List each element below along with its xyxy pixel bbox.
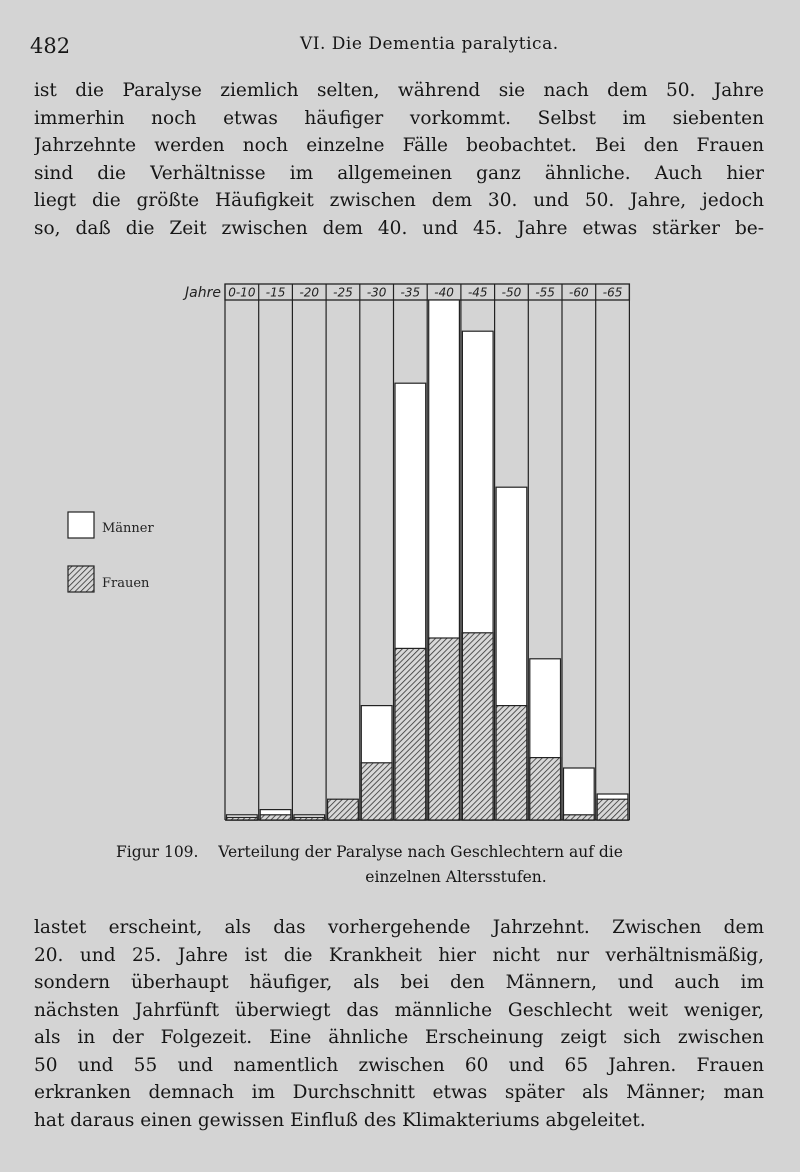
paragraph-bottom: [34, 914, 764, 1134]
text-line: ist die Paralyse ziemlich selten, während sie nach dem 50. Jahre: [34, 80, 764, 101]
bar-frauen: [564, 815, 595, 820]
bar-frauen: [496, 706, 527, 820]
legend-label-maenner: Männer: [102, 521, 154, 536]
caption-line-1: Verteilung der Paralyse nach Geschlechtern auf die: [218, 843, 623, 861]
tick-label: 0-10: [228, 285, 256, 300]
tick-label: -50: [501, 285, 522, 300]
text-line: Jahrzehnte werden noch einzelne Fälle beobachtet. Bei den Frauen: [34, 135, 764, 156]
text-line: so, daß die Zeit zwischen dem 40. und 45. Jahre etwas stärker be-: [34, 217, 764, 239]
bar-frauen: [227, 817, 258, 820]
text-line: immerhin noch etwas häufiger vorkommt. Selbst im siebenten: [34, 107, 764, 129]
legend-label-frauen: Frauen: [102, 576, 150, 591]
bar-frauen: [328, 799, 359, 820]
bar-frauen: [361, 763, 392, 820]
bar-frauen: [260, 815, 291, 820]
text-line: liegt die größte Häufigkeit zwischen dem 30. und 50. Jahre, jedoch: [34, 190, 764, 211]
legend-swatch-frauen: [68, 566, 94, 592]
text-line: sind die Verhältnisse im allgemeinen ganz ähnliche. Auch hier: [34, 162, 764, 184]
tick-label: -60: [569, 285, 589, 300]
bar-frauen: [530, 758, 561, 820]
text-line: nächsten Jahrfünft überwiegt das männliche Geschlecht weit weniger,: [34, 999, 764, 1021]
axis-label: Jahre: [185, 285, 221, 301]
text-line: sondern überhaupt häufiger, als bei den Männern, und auch im: [34, 972, 764, 993]
figure-caption: [116, 840, 706, 890]
text-line: hat daraus einen gewissen Einfluß des Klimakteriums abgeleitet.: [34, 1109, 646, 1131]
bar-frauen: [294, 817, 325, 820]
tick-label: -30: [366, 285, 387, 300]
tick-label: -65: [602, 285, 623, 300]
text-line: 50 und 55 und namentlich zwischen 60 und 65 Jahren. Frauen: [34, 1054, 764, 1076]
bar-frauen: [462, 633, 493, 820]
tick-label: -25: [333, 285, 353, 300]
text-line: als in der Folgezeit. Eine ähnliche Erscheinung zeigt sich zwischen: [34, 1027, 764, 1048]
figure-label: Figur 109.: [116, 843, 199, 861]
text-line: erkranken demnach im Durchschnitt etwas später als Männer; man: [34, 1082, 764, 1103]
bar-frauen: [429, 638, 460, 820]
paragraph-top: [34, 77, 764, 242]
legend-swatch-maenner: [68, 512, 94, 538]
tick-label: -35: [400, 285, 421, 300]
tick-label: -40: [434, 285, 454, 300]
tick-label: -20: [299, 285, 320, 300]
bar-maenner: [564, 768, 595, 820]
tick-label: -55: [535, 285, 555, 300]
caption-line-2: einzelnen Altersstufen.: [365, 868, 547, 886]
bar-frauen: [395, 648, 426, 820]
tick-label: -15: [265, 285, 286, 300]
running-title: VI. Die Dementia paralytica.: [300, 34, 559, 54]
text-line: lastet erscheint, als das vorhergehende Jahrzehnt. Zwischen dem: [34, 917, 764, 938]
page-number: 482: [30, 34, 71, 58]
text-line: 20. und 25. Jahre ist die Krankheit hier nicht nur verhältnismäßig,: [34, 944, 764, 966]
bar-frauen: [597, 799, 628, 820]
tick-label: -45: [467, 285, 488, 300]
bar-chart: [0, 270, 800, 830]
